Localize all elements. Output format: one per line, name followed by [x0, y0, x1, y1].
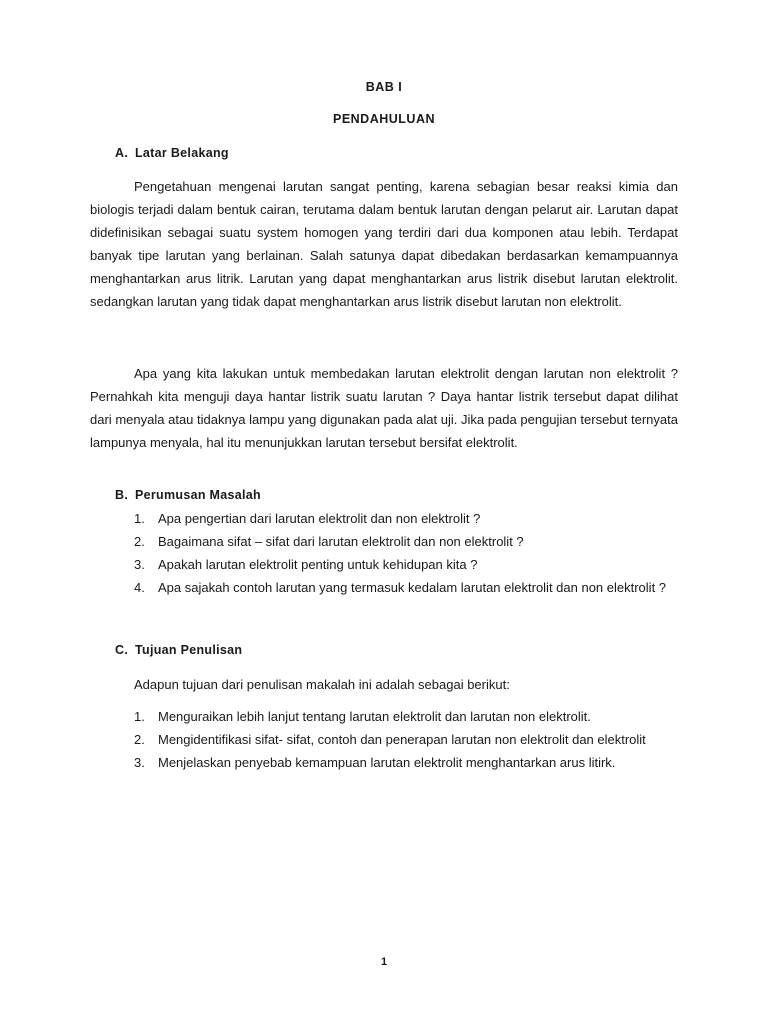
section-a-heading	[115, 146, 229, 160]
list-item-text: Apakah larutan elektrolit penting untuk kehidupan kita ?	[158, 557, 478, 572]
section-c-letter: C.	[115, 643, 129, 657]
list-item-number: 2.	[134, 732, 145, 747]
list-item	[134, 530, 678, 553]
list-item	[134, 705, 678, 728]
page-number: 1	[380, 956, 388, 968]
list-item-text: Apa pengertian dari larutan elektrolit dan non elektrolit ?	[158, 511, 481, 526]
list-item-number: 1.	[134, 709, 145, 724]
section-b-heading	[115, 488, 261, 502]
list-item	[134, 507, 678, 530]
section-c-title: Tujuan Penulisan	[135, 643, 243, 657]
section-a-letter: A.	[115, 146, 129, 160]
list-item-number: 4.	[134, 580, 145, 595]
list-item	[134, 553, 678, 576]
section-a-title: Latar Belakang	[135, 146, 229, 160]
list-item	[134, 728, 678, 751]
list-item-number: 3.	[134, 557, 145, 572]
list-item	[134, 576, 678, 599]
section-a-paragraph-2: Apa yang kita lakukan untuk membedakan larutan elektrolit dengan larutan non elektrolit ? Pernahkah kita menguji daya hantar listrik suatu larutan ? Daya hantar listrik tersebut dapat dilihat dari menyala atau tidaknya lampu yang digunakan pada alat uji. Jika pada pengujian tersebut ternyata lampunya menyala, hal itu menunjukkan larutan tersebut bersifat elektrolit.	[90, 366, 678, 450]
section-c-intro: Adapun tujuan dari penulisan makalah ini adalah sebagai berikut:	[134, 677, 510, 692]
section-c-heading	[115, 643, 242, 657]
problem-list	[134, 507, 678, 599]
list-item-text: Menjelaskan penyebab kemampuan larutan elektrolit menghantarkan arus litirk.	[158, 755, 616, 770]
list-item	[134, 751, 678, 774]
section-a-paragraph-1: Pengetahuan mengenai larutan sangat penting, karena sebagian besar reaksi kimia dan biologis terjadi dalam bentuk cairan, terutama dalam bentuk larutan dengan pelarut air. Larutan dapat didefinisikan sebagai suatu system homogen yang terdiri dari dua komponen atau lebih. Terdapat banyak tipe larutan yang berlainan. Salah satunya dapat dibedakan berdasarkan kemampuannya menghantarkan arus litrik. Larutan yang dapat menghantarkan arus listrik disebut larutan elektrolit. sedangkan larutan yang tidak dapat menghantarkan arus listrik disebut larutan non elektrolit.	[90, 179, 678, 309]
section-b-title: Perumusan Masalah	[135, 488, 261, 502]
list-item-number: 1.	[134, 511, 145, 526]
section-b-letter: B.	[115, 488, 129, 502]
list-item-text: Menguraikan lebih lanjut tentang larutan elektrolit dan larutan non elektrolit.	[158, 709, 591, 724]
list-item-number: 3.	[134, 755, 145, 770]
list-item-text: Bagaimana sifat – sifat dari larutan elektrolit dan non elektrolit ?	[158, 534, 524, 549]
chapter-title: PENDAHULUAN	[332, 112, 436, 126]
list-item-number: 2.	[134, 534, 145, 549]
chapter-number: BAB I	[365, 80, 403, 94]
purpose-list	[134, 705, 678, 774]
list-item-text: Apa sajakah contoh larutan yang termasuk kedalam larutan elektrolit dan non elektrolit ?	[158, 580, 667, 595]
list-item-text: Mengidentifikasi sifat- sifat, contoh dan penerapan larutan non elektrolit dan elektrolit	[158, 732, 646, 747]
